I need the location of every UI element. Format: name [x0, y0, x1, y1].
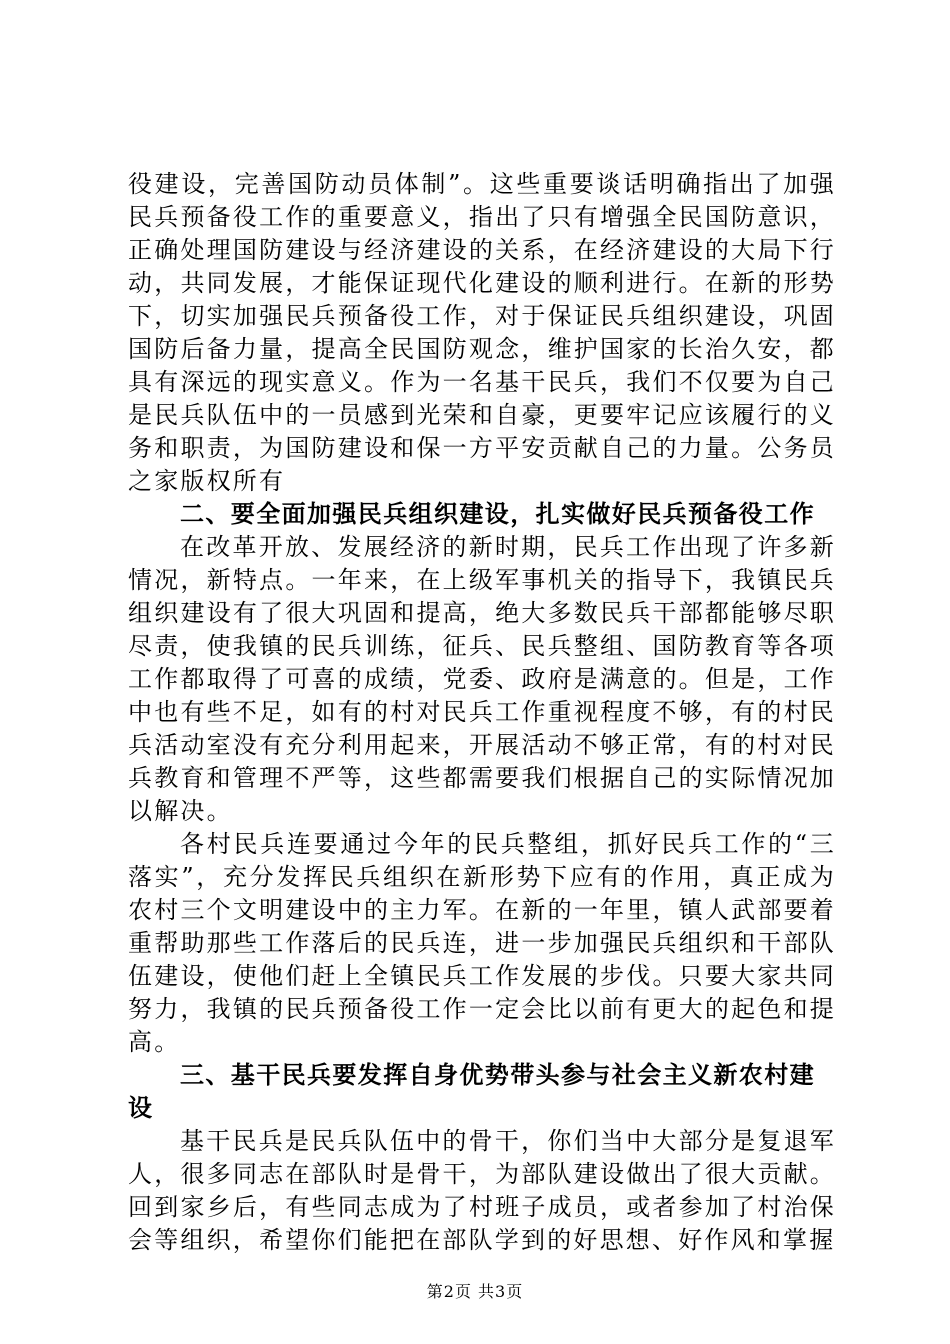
page-footer: 第2页 共3页	[426, 1282, 524, 1301]
paragraph-militia-situation: 在改革开放、发展经济的新时期，民兵工作出现了许多新情况，新特点。一年来，在上级军事机关的指导下，我镇民兵组织建设有了很大巩固和提高，绝大多数民兵干部都能够尽职尽责，使我镇的民兵训练，征兵、民兵整组、国防教育等各项工作都取得了可喜的成绩，党委、政府是满意的。但是，工作中也有些不足，如有的村对民兵工作重视程度不够，有的村民兵活动室没有充分利用起来，开展活动不够正常，有的村对民兵教育和管理不严等，这些都需要我们根据自己的实际情况加以解决。	[128, 533, 836, 825]
section-heading-3: 三、基干民兵要发挥自身优势带头参与社会主义新农村建设	[128, 1061, 815, 1122]
paragraph-continuation: 役建设，完善国防动员体制”。这些重要谈话明确指出了加强民兵预备役工作的重要意义，指出了只有增强全民国防意识，正确处理国防建设与经济建设的关系，在经济建设的大局下行动，共同发展，才能保证现代化建设的顺利进行。在新的形势下，切实加强民兵预备役工作，对于保证民兵组织建设，巩固国防后备力量，提高全民国防观念，维护国家的长治久安，都具有深远的现实意义。作为一名基干民兵，我们不仅要为自己是民兵队伍中的一员感到光荣和自豪，更要牢记应该履行的义务和职责，为国防建设和保一方平安贡献自己的力量。公务员之家版权所有	[128, 170, 836, 495]
document-body	[128, 168, 836, 1257]
paragraph-core-militia: 基干民兵是民兵队伍中的骨干，你们当中大部分是复退军人，很多同志在部队时是骨干，为部队建设做出了很大贡献。回到家乡后，有些同志成为了村班子成员，或者参加了村治保会等组织，希望你们能把在部队学到的好思想、好作风和掌握	[128, 1127, 836, 1254]
section-heading-2: 二、要全面加强民兵组织建设，扎实做好民兵预备役工作	[180, 500, 815, 528]
paragraph-militia-companies: 各村民兵连要通过今年的民兵整组，抓好民兵工作的“三落实”，充分发挥民兵组织在新形势下应有的作用，真正成为农村三个文明建设中的主力军。在新的一年里，镇人武部要着重帮助那些工作落后的民兵连，进一步加强民兵组织和干部队伍建设，使他们赶上全镇民兵工作发展的步伐。只要大家共同努力，我镇的民兵预备役工作一定会比以前有更大的起色和提高。	[128, 830, 836, 1056]
